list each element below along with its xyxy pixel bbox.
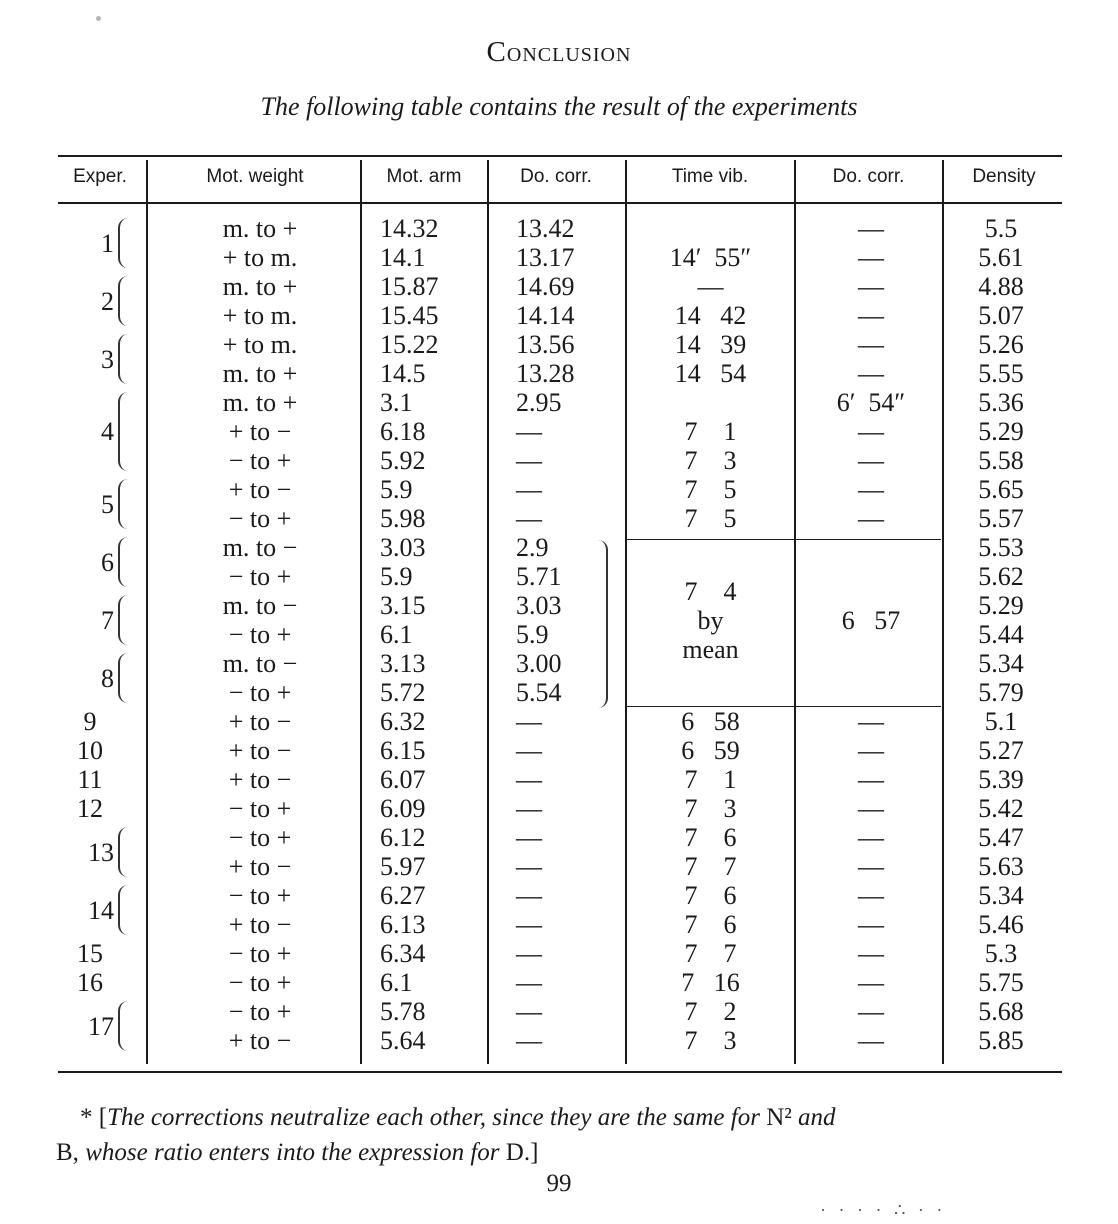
header-do-corr-2: Do. corr. xyxy=(832,166,905,187)
do-corr-cell: — xyxy=(516,794,542,823)
do-corr-cell: 13.56 xyxy=(516,330,575,359)
motion-arm-cell: 6.27 xyxy=(380,881,426,910)
motion-arm-cell: 5.9 xyxy=(380,475,413,504)
motion-arm-cell: 5.78 xyxy=(380,997,426,1026)
experiment-group-number: 8 xyxy=(101,663,114,693)
experiment-group-number: 5 xyxy=(101,489,114,519)
header-mot-arm: Mot. arm xyxy=(386,166,462,187)
motion-arm-cell: 6.1 xyxy=(380,620,413,649)
experiment-group-number: 2 xyxy=(101,286,114,316)
time-vib-cell xyxy=(628,388,793,417)
motion-arm-cell: 5.98 xyxy=(380,504,426,533)
merged-corr-value: 6 57 xyxy=(841,606,901,635)
time-vib-cell: 7 2 xyxy=(684,997,737,1026)
density-cell: 5.34 xyxy=(978,649,1024,678)
do-corr-2-cell: — xyxy=(858,736,884,765)
motion-weight-cell: − to + xyxy=(228,881,292,910)
density-cell: 5.44 xyxy=(978,620,1024,649)
motion-arm-cell: 3.1 xyxy=(380,388,413,417)
do-corr-cell: — xyxy=(516,939,542,968)
motion-weight-cell: − to + xyxy=(228,823,292,852)
motion-weight-cell: + to m. xyxy=(222,243,298,272)
page-speck xyxy=(96,16,101,21)
merged-time-by: by xyxy=(697,606,724,635)
do-corr-cell: 14.69 xyxy=(516,272,575,301)
motion-arm-cell: 6.07 xyxy=(380,765,426,794)
time-vib-cell: 6 59 xyxy=(681,736,740,765)
motion-arm-cell: 5.64 xyxy=(380,1026,426,1055)
density-cell: 5.55 xyxy=(978,359,1024,388)
density-cell: 5.29 xyxy=(978,417,1024,446)
time-vib-cell: 7 16 xyxy=(681,968,740,997)
merged-time-mean: mean xyxy=(682,635,739,664)
density-cell: 5.79 xyxy=(978,678,1024,707)
motion-weight-cell: − to + xyxy=(228,446,292,475)
motion-weight-cell: m. to + xyxy=(222,388,298,417)
motion-arm-cell: 14.5 xyxy=(380,359,426,388)
experiment-group-number: 17 xyxy=(88,1011,114,1041)
do-corr-2-cell: — xyxy=(858,997,884,1026)
do-corr-2-cell: — xyxy=(858,446,884,475)
do-corr-2-cell: — xyxy=(858,707,884,736)
density-cell: 5.58 xyxy=(978,446,1024,475)
header-do-corr: Do. corr. xyxy=(520,166,592,187)
experiment-group-number: 6 xyxy=(101,547,114,577)
left-brace-icon xyxy=(118,479,134,529)
footnote-text-2: and xyxy=(791,1104,836,1131)
do-corr-cell: — xyxy=(516,475,542,504)
density-cell: 5.57 xyxy=(978,504,1024,533)
merged-block-top-rule xyxy=(627,539,941,540)
density-cell: 5.62 xyxy=(978,562,1024,591)
motion-arm-cell: 3.13 xyxy=(380,649,426,678)
motion-weight-cell: + to m. xyxy=(222,301,298,330)
motion-weight-cell: − to + xyxy=(228,504,292,533)
left-brace-icon xyxy=(118,334,134,384)
motion-weight-cell: + to − xyxy=(228,852,292,881)
right-brace-icon xyxy=(594,540,608,708)
experiment-group-number: 7 xyxy=(101,605,114,635)
time-vib-cell: 7 3 xyxy=(684,446,737,475)
footnote-symbol-d: D.] xyxy=(505,1139,539,1166)
experiment-number: 15 xyxy=(77,939,103,968)
do-corr-2-cell: — xyxy=(858,504,884,533)
density-cell: 5.07 xyxy=(978,301,1024,330)
density-cell: 5.5 xyxy=(984,214,1018,243)
density-cell: 5.39 xyxy=(978,765,1024,794)
do-corr-cell: — xyxy=(516,997,542,1026)
motion-arm-cell: 6.1 xyxy=(380,968,413,997)
motion-arm-cell: 14.32 xyxy=(380,214,439,243)
do-corr-2-cell: — xyxy=(858,881,884,910)
motion-weight-cell: m. to + xyxy=(222,214,298,243)
motion-arm-cell: 3.03 xyxy=(380,533,426,562)
motion-weight-cell: − to + xyxy=(228,620,292,649)
header-mot-weight: Mot. weight xyxy=(206,166,304,187)
do-corr-2-cell: — xyxy=(858,417,884,446)
motion-weight-cell: + to − xyxy=(228,910,292,939)
footnote-symbol-n: N² xyxy=(766,1104,792,1131)
do-corr-2-cell: — xyxy=(858,301,884,330)
column-divider xyxy=(487,160,489,1064)
do-corr-cell: — xyxy=(516,765,542,794)
scan-speckles: · · · · ∴ · · xyxy=(820,1200,947,1220)
do-corr-cell: 13.17 xyxy=(516,243,575,272)
motion-weight-cell: − to + xyxy=(228,678,292,707)
experiment-group-number: 4 xyxy=(101,417,114,446)
do-corr-cell: — xyxy=(516,910,542,939)
density-cell: 5.3 xyxy=(984,939,1018,968)
left-brace-icon xyxy=(118,537,134,587)
time-vib-cell: 7 5 xyxy=(684,475,737,504)
density-cell: 5.27 xyxy=(978,736,1024,765)
do-corr-cell: — xyxy=(516,1026,542,1055)
do-corr-cell: — xyxy=(516,968,542,997)
time-vib-cell: 7 5 xyxy=(684,504,737,533)
motion-arm-cell: 5.97 xyxy=(380,852,426,881)
time-vib-cell: 7 6 xyxy=(684,910,737,939)
time-vib-cell xyxy=(628,214,793,243)
motion-weight-cell: − to + xyxy=(228,939,292,968)
motion-arm-cell: 6.09 xyxy=(380,794,426,823)
do-corr-cell: 3.03 xyxy=(516,591,562,620)
do-corr-2-cell: — xyxy=(858,852,884,881)
motion-weight-cell: m. to − xyxy=(222,649,298,678)
do-corr-cell: 14.14 xyxy=(516,301,575,330)
motion-arm-cell: 6.12 xyxy=(380,823,426,852)
density-cell: 5.75 xyxy=(978,968,1024,997)
column-divider xyxy=(360,160,362,1064)
motion-arm-cell: 15.22 xyxy=(380,330,439,359)
motion-weight-cell: + to m. xyxy=(222,330,298,359)
left-brace-icon xyxy=(118,595,134,645)
time-vib-cell xyxy=(628,678,793,707)
time-vib-cell: 7 6 xyxy=(684,881,737,910)
time-vib-cell xyxy=(628,533,793,562)
do-corr-cell: 13.28 xyxy=(516,359,575,388)
motion-weight-cell: − to + xyxy=(228,968,292,997)
left-brace-icon xyxy=(118,392,134,471)
left-brace-icon xyxy=(118,276,134,326)
column-divider xyxy=(625,160,627,1064)
header-exper: Exper. xyxy=(73,166,127,187)
time-vib-cell: 7 1 xyxy=(684,417,737,446)
motion-arm-cell: 5.72 xyxy=(380,678,426,707)
footnote-text-3: whose ratio enters into the expression for xyxy=(78,1139,506,1166)
do-corr-2-cell: — xyxy=(858,910,884,939)
time-vib-cell: 14′ 55″ xyxy=(669,243,752,272)
do-corr-cell: — xyxy=(516,736,542,765)
motion-arm-cell: 15.87 xyxy=(380,272,439,301)
motion-weight-cell: + to − xyxy=(228,475,292,504)
density-cell: 5.47 xyxy=(978,823,1024,852)
footnote-marker: * [ xyxy=(80,1104,108,1131)
motion-arm-cell: 6.13 xyxy=(380,910,426,939)
motion-arm-cell: 14.1 xyxy=(380,243,426,272)
time-vib-cell: 6 58 xyxy=(681,707,740,736)
motion-arm-cell: 5.9 xyxy=(380,562,413,591)
density-cell: 5.36 xyxy=(978,388,1024,417)
density-cell: 5.85 xyxy=(978,1026,1024,1055)
page-title: Conclusion xyxy=(486,36,632,68)
do-corr-cell: 3.00 xyxy=(516,649,562,678)
motion-arm-cell: 6.32 xyxy=(380,707,426,736)
do-corr-2-cell: — xyxy=(858,968,884,997)
experiment-group-number: 1 xyxy=(101,228,114,258)
motion-weight-cell: + to − xyxy=(228,1026,292,1055)
motion-weight-cell: m. to − xyxy=(222,533,298,562)
left-brace-icon xyxy=(118,653,134,703)
motion-weight-cell: + to − xyxy=(228,736,292,765)
motion-weight-cell: m. to + xyxy=(222,359,298,388)
do-corr-2-cell: — xyxy=(858,330,884,359)
table-header-rule xyxy=(58,202,1062,204)
density-cell: 5.68 xyxy=(978,997,1024,1026)
density-cell: 5.1 xyxy=(984,707,1018,736)
merged-block-bottom-rule xyxy=(627,706,941,707)
do-corr-cell: — xyxy=(516,852,542,881)
time-vib-cell: 7 7 xyxy=(684,939,737,968)
table-top-rule xyxy=(58,155,1062,157)
experiment-group-number: 13 xyxy=(88,837,114,867)
do-corr-2-cell: — xyxy=(858,1026,884,1055)
experiment-number: 9 xyxy=(83,707,97,736)
do-corr-cell: 5.71 xyxy=(516,562,562,591)
do-corr-cell: — xyxy=(516,823,542,852)
motion-weight-cell: + to − xyxy=(228,417,292,446)
motion-arm-cell: 5.92 xyxy=(380,446,426,475)
density-cell: 4.88 xyxy=(978,272,1024,301)
footnote-symbol-b: B, xyxy=(56,1139,79,1166)
density-cell: 5.65 xyxy=(978,475,1024,504)
experiment-group-number: 14 xyxy=(88,895,114,925)
motion-weight-cell: m. to + xyxy=(222,272,298,301)
do-corr-cell: — xyxy=(516,881,542,910)
do-corr-cell: 2.95 xyxy=(516,388,562,417)
motion-arm-cell: 6.15 xyxy=(380,736,426,765)
do-corr-2-cell: 6′ 54″ xyxy=(836,388,906,417)
density-cell: 5.42 xyxy=(978,794,1024,823)
do-corr-2-cell: — xyxy=(858,272,884,301)
time-vib-cell: 7 1 xyxy=(684,765,737,794)
time-vib-cell: 7 3 xyxy=(684,794,737,823)
motion-weight-cell: m. to − xyxy=(222,591,298,620)
density-cell: 5.61 xyxy=(978,243,1024,272)
motion-arm-cell: 6.18 xyxy=(380,417,426,446)
do-corr-cell: 5.54 xyxy=(516,678,562,707)
do-corr-2-cell: — xyxy=(858,214,884,243)
do-corr-2-cell xyxy=(796,562,946,591)
do-corr-2-cell xyxy=(796,533,946,562)
motion-arm-cell: 15.45 xyxy=(380,301,439,330)
density-cell: 5.34 xyxy=(978,881,1024,910)
time-vib-cell: 14 54 xyxy=(674,359,747,388)
experiment-number xyxy=(60,446,120,475)
do-corr-cell: — xyxy=(516,417,542,446)
table-caption: The following table contains the result of the experiments xyxy=(260,92,858,121)
time-vib-cell: 7 7 xyxy=(684,852,737,881)
time-vib-cell: 7 3 xyxy=(684,1026,737,1055)
time-vib-cell: 14 39 xyxy=(674,330,747,359)
experiment-number: 11 xyxy=(77,765,103,794)
do-corr-cell: — xyxy=(516,504,542,533)
do-corr-cell: — xyxy=(516,446,542,475)
experiment-number: 10 xyxy=(77,736,103,765)
merged-time-value: 7 4 xyxy=(684,577,737,606)
time-vib-cell: 14 42 xyxy=(674,301,747,330)
experiment-number: 12 xyxy=(77,794,103,823)
header-time-vib: Time vib. xyxy=(671,166,749,187)
density-cell: 5.29 xyxy=(978,591,1024,620)
left-brace-icon xyxy=(118,885,134,935)
motion-weight-cell: + to − xyxy=(228,707,292,736)
header-density: Density xyxy=(972,166,1036,187)
motion-arm-cell: 3.15 xyxy=(380,591,426,620)
footnote-text-1: The corrections neutralize each other, since they are the same for xyxy=(107,1104,767,1131)
do-corr-2-cell: — xyxy=(858,823,884,852)
do-corr-2-cell: — xyxy=(858,359,884,388)
page-number: 99 xyxy=(546,1170,572,1197)
motion-weight-cell: − to + xyxy=(228,997,292,1026)
table-bottom-rule xyxy=(58,1071,1062,1073)
do-corr-2-cell: — xyxy=(858,475,884,504)
motion-weight-cell: − to + xyxy=(228,562,292,591)
experiment-group-number: 3 xyxy=(101,344,114,374)
experiment-number xyxy=(60,388,120,417)
do-corr-cell: 13.42 xyxy=(516,214,575,243)
do-corr-2-cell: — xyxy=(858,765,884,794)
do-corr-2-cell: — xyxy=(858,243,884,272)
do-corr-cell: 5.9 xyxy=(516,620,549,649)
density-cell: 5.53 xyxy=(978,533,1024,562)
do-corr-2-cell: — xyxy=(858,794,884,823)
do-corr-cell: — xyxy=(516,707,542,736)
do-corr-2-cell xyxy=(796,678,946,707)
do-corr-cell: 2.9 xyxy=(516,533,549,562)
footnote xyxy=(56,1100,1066,1170)
density-cell: 5.46 xyxy=(978,910,1024,939)
motion-weight-cell: − to + xyxy=(228,794,292,823)
density-cell: 5.63 xyxy=(978,852,1024,881)
column-divider xyxy=(146,160,148,1064)
motion-arm-cell: 6.34 xyxy=(380,939,426,968)
density-cell: 5.26 xyxy=(978,330,1024,359)
experiment-number: 16 xyxy=(77,968,103,997)
left-brace-icon xyxy=(118,827,134,877)
motion-weight-cell: + to − xyxy=(228,765,292,794)
left-brace-icon xyxy=(118,1001,134,1051)
time-vib-cell: 7 6 xyxy=(684,823,737,852)
left-brace-icon xyxy=(118,218,134,268)
do-corr-2-cell: — xyxy=(858,939,884,968)
do-corr-2-cell xyxy=(796,649,946,678)
time-vib-cell: — xyxy=(697,272,724,301)
